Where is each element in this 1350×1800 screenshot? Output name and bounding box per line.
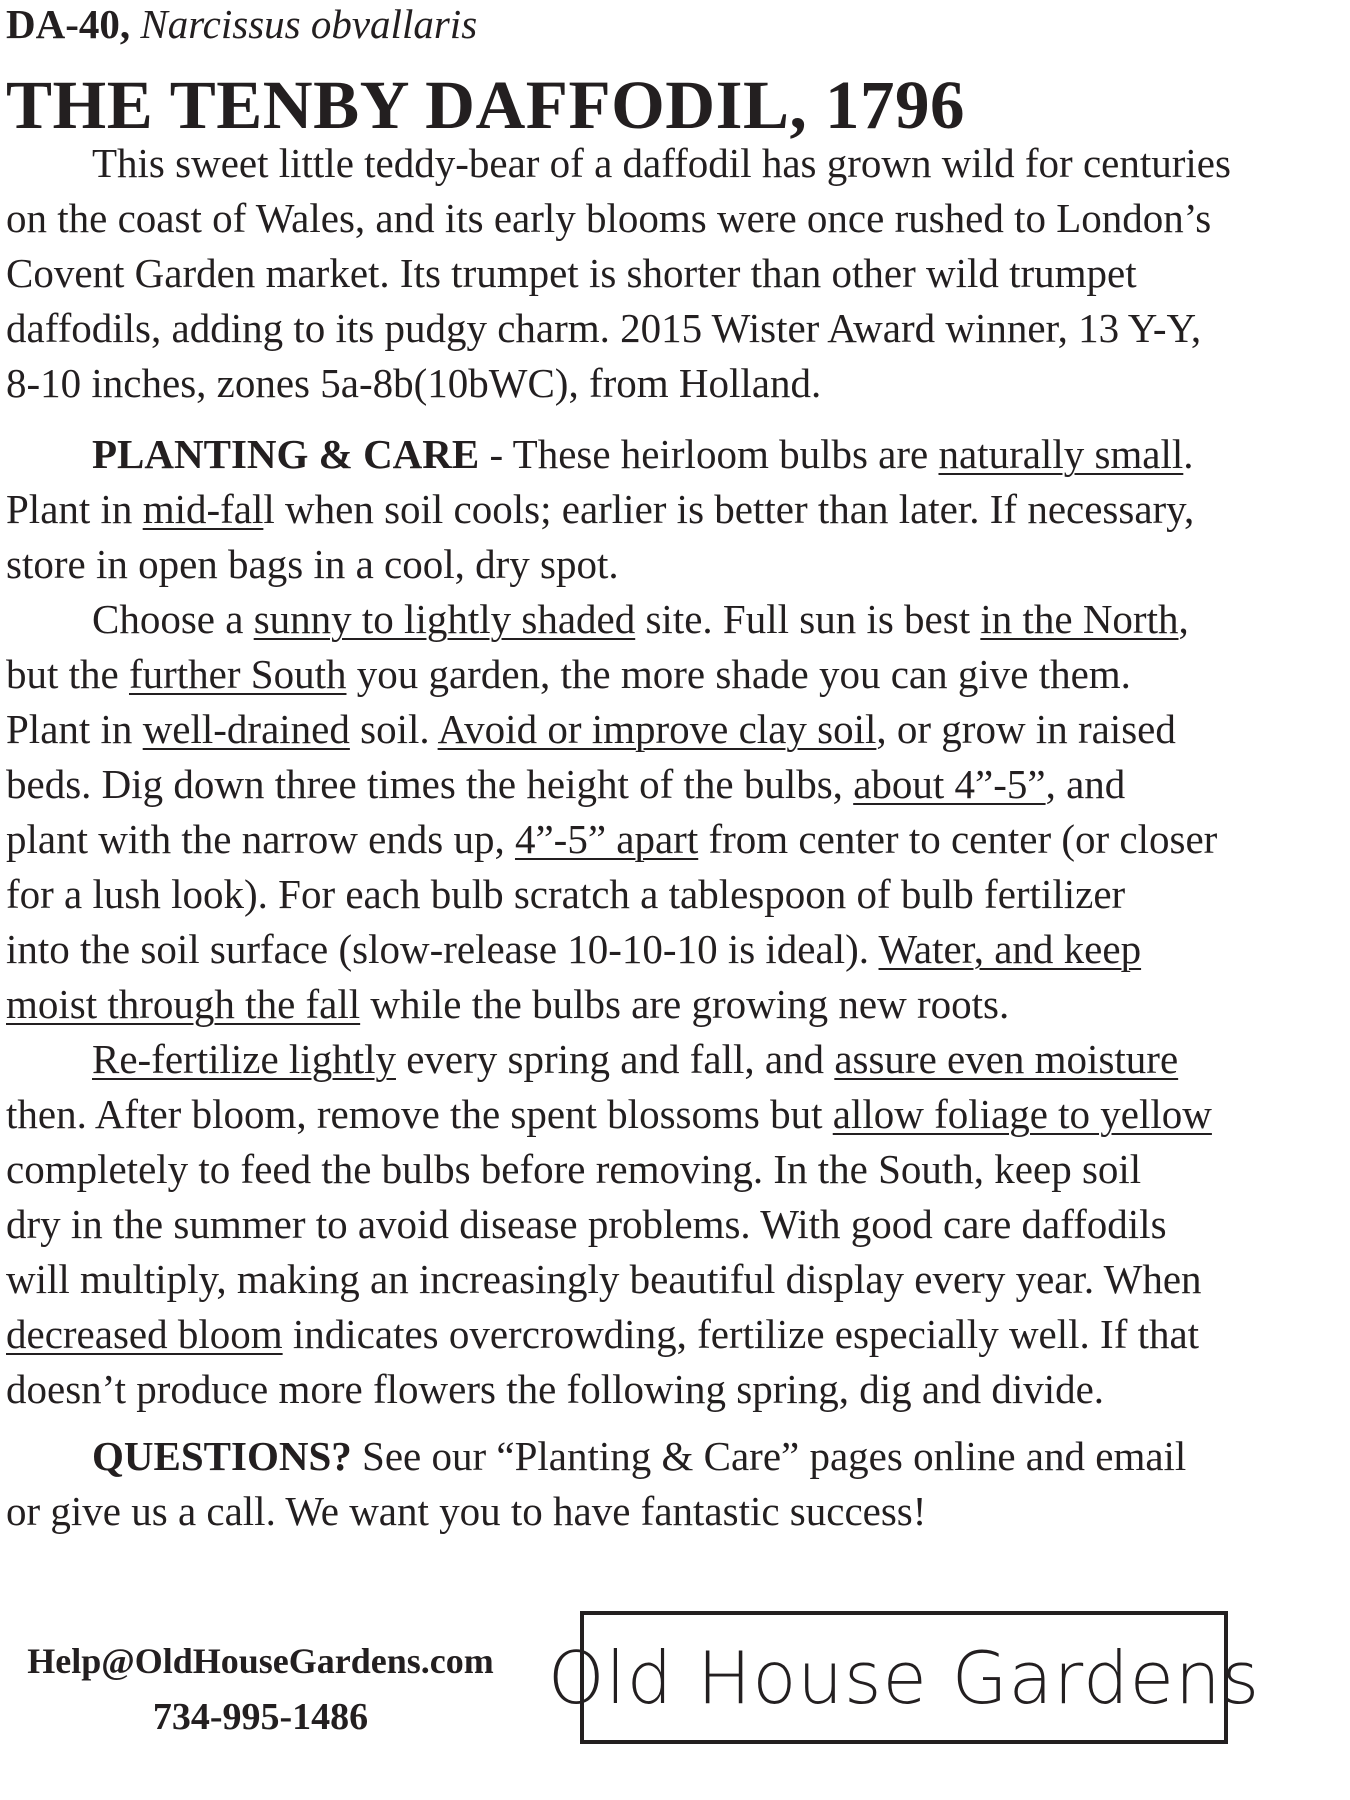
text-line: [6, 1307, 1326, 1362]
text-line: doesn’t produce more flowers the following spring, dig and divide.: [6, 1366, 1105, 1412]
product-code-line: [6, 0, 477, 48]
text-line: Covent Garden market. Its trumpet is shorter than other wild trumpet: [6, 250, 1137, 296]
text-run: indicates overcrowding, fertilize especially well. If that: [282, 1311, 1200, 1357]
text-line: [6, 592, 1326, 647]
emphasis: moist through the fall: [6, 981, 361, 1027]
text-run: while the bulbs are growing new roots.: [360, 981, 1010, 1027]
emphasis: Re-fertilize lightly: [92, 1036, 396, 1082]
text-line: [6, 922, 1326, 977]
emphasis: 4”-5” apart: [514, 816, 699, 862]
emphasis: assure even moisture: [834, 1036, 1179, 1082]
text-run: beds. Dig down three times the height of the bulbs,: [6, 761, 854, 807]
emphasis: well-drained: [142, 706, 350, 752]
emphasis: in the North: [980, 596, 1179, 642]
latin-name: Narcissus obvallaris: [140, 1, 478, 47]
text-run: - These heirloom bulbs are: [479, 431, 939, 477]
emphasis: about 4”-5”: [853, 761, 1046, 807]
text-line: on the coast of Wales, and its early blooms were once rushed to London’s: [6, 195, 1212, 241]
text-run: Plant in: [6, 706, 143, 752]
emphasis: Avoid or improve clay soil: [437, 706, 877, 752]
emphasis: Water, and keep: [878, 926, 1142, 972]
contact-phone: 734-995-1486: [152, 1696, 369, 1738]
logo-text: Old House Gardens: [547, 1635, 1261, 1720]
text-run: l when soil cools; earlier is better than later. If necessary,: [263, 486, 1195, 532]
text-line: dry in the summer to avoid disease problems. With good care daffodils: [6, 1201, 1167, 1247]
text-run: but the: [6, 651, 129, 697]
intro-paragraph: [6, 136, 1326, 411]
emphasis: allow foliage to yellow: [832, 1091, 1212, 1137]
brand-logo: [547, 1611, 1261, 1744]
text-line: [6, 812, 1326, 867]
text-line: or give us a call. We want you to have fantastic success!: [6, 1488, 927, 1534]
text-run: .: [1183, 431, 1194, 477]
text-line: [6, 1429, 1326, 1484]
text-line: [6, 702, 1326, 757]
text-line: for a lush look). For each bulb scratch a tablespoon of bulb fertilizer: [6, 871, 1126, 917]
text-line: daffodils, adding to its pudgy charm. 2015 Wister Award winner, 13 Y-Y,: [6, 305, 1202, 351]
emphasis: sunny to lightly shaded: [253, 596, 636, 642]
text-line: This sweet little teddy-bear of a daffodil has grown wild for centuries: [92, 140, 1231, 186]
text-line: [6, 757, 1326, 812]
text-run: you garden, the more shade you can give them.: [346, 651, 1131, 697]
text-run: , and: [1045, 761, 1126, 807]
text-run: into the soil surface (slow-release 10-10-10 is ideal).: [6, 926, 879, 972]
emphasis: further South: [128, 651, 347, 697]
text-run: from center to center (or closer: [698, 816, 1218, 862]
questions-section: [6, 1429, 1326, 1539]
page-title: THE TENBY DAFFODIL, 1796: [6, 67, 965, 143]
text-run: site. Full sun is best: [635, 596, 981, 642]
text-line: 8-10 inches, zones 5a-8b(10bWC), from Holland.: [6, 360, 822, 406]
section-heading-planting: PLANTING & CARE: [92, 431, 480, 477]
contact-email: Help@OldHouseGardens.com: [27, 1641, 494, 1681]
emphasis: naturally small: [938, 431, 1184, 477]
contact-block: [8, 1633, 513, 1745]
text-line: [6, 1087, 1326, 1142]
text-run: soil.: [349, 706, 438, 752]
text-run: then. After bloom, remove the spent blossoms but: [6, 1091, 833, 1137]
text-line: store in open bags in a cool, dry spot.: [6, 541, 619, 587]
logo-wordmark: [547, 1623, 1261, 1733]
product-code: DA-40,: [6, 1, 131, 47]
emphasis: mid-fal: [142, 486, 264, 532]
text-line: completely to feed the bulbs before removing. In the South, keep soil: [6, 1146, 1142, 1192]
text-run: Plant in: [6, 486, 143, 532]
text-line: [6, 482, 1326, 537]
text-line: [6, 977, 1326, 1032]
text-run: every spring and fall, and: [395, 1036, 835, 1082]
text-run: ,: [1178, 596, 1189, 642]
section-heading-questions: QUESTIONS?: [92, 1433, 352, 1479]
text-line: [6, 427, 1326, 482]
planting-care-section: [6, 427, 1326, 1417]
emphasis: decreased bloom: [6, 1311, 283, 1357]
text-line: [6, 1032, 1326, 1087]
text-line: [6, 647, 1326, 702]
text-line: will multiply, making an increasingly beautiful display every year. When: [6, 1256, 1202, 1302]
text-run: See our “Planting & Care” pages online and email: [351, 1433, 1187, 1479]
text-run: , or grow in raised: [876, 706, 1176, 752]
text-run: Choose a: [92, 596, 254, 642]
text-run: plant with the narrow ends up,: [6, 816, 515, 862]
